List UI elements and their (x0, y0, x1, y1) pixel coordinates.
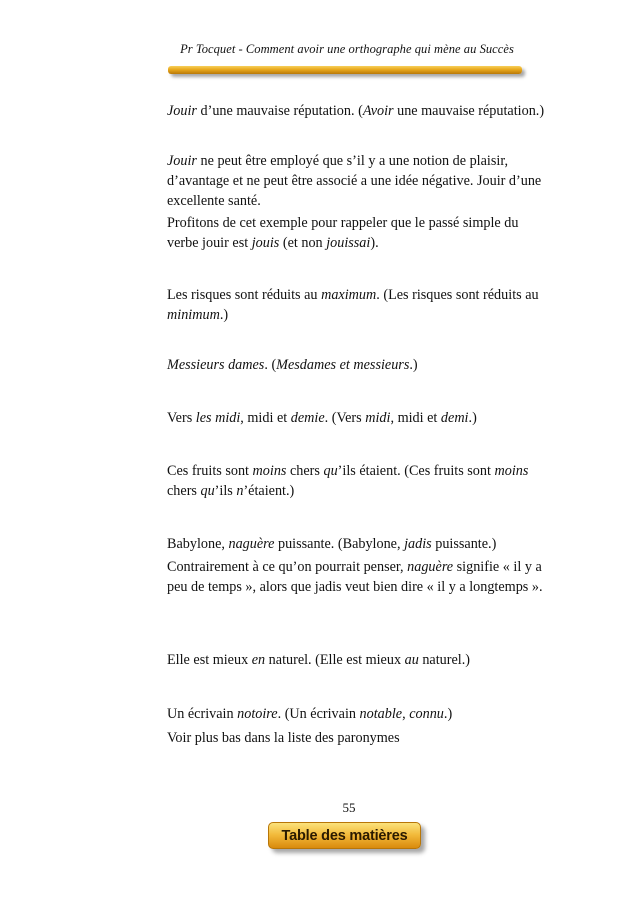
paragraph-paronymes (167, 728, 547, 748)
text-run: . (Les risques sont réduits au (376, 287, 539, 303)
paragraph-naturel (167, 650, 547, 670)
text-run: Babylone, (167, 536, 229, 552)
emphasized-text: Avoir (362, 103, 394, 119)
emphasized-text: moins (494, 463, 529, 479)
emphasized-text: jouissai (326, 235, 371, 251)
table-of-contents-button[interactable] (268, 822, 421, 849)
emphasized-text: naguère (407, 559, 454, 575)
text-run: chers (286, 463, 324, 479)
text-run: . (Vers (324, 410, 366, 426)
emphasized-text: en (251, 652, 266, 668)
text-run: Vers (167, 410, 196, 426)
text-run: signifie « il y a peu de temps », alors que jadis veut bien dire « il y a longtemps ». (167, 559, 543, 595)
text-run: naturel. (Elle est mieux (265, 652, 405, 668)
emphasized-text: jadis (404, 536, 432, 552)
emphasized-text: au (404, 652, 419, 668)
paragraph-midi (167, 408, 547, 428)
emphasized-text: moins (252, 463, 287, 479)
paragraph-naguere-explanation (167, 557, 547, 597)
running-header: Pr Tocquet - Comment avoir une orthographe qui mène au Succès (180, 42, 514, 56)
text-run: ’ils (214, 483, 237, 499)
header-divider (168, 66, 522, 74)
paragraph-jouir-example (167, 101, 547, 121)
text-run: ’étaient.) (243, 483, 295, 499)
text-run: puissante. (Babylone, (274, 536, 405, 552)
text-run: , midi et (390, 410, 441, 426)
text-run: . ( (264, 357, 277, 373)
text-run: Contrairement à ce qu’on pourrait penser, (167, 559, 408, 575)
text-run: .) (219, 307, 229, 323)
text-run: une mauvaise réputation.) (393, 103, 545, 119)
text-run: ’ils étaient. (Ces fruits sont (337, 463, 495, 479)
text-run: naturel.) (418, 652, 470, 668)
emphasized-text: demie (290, 410, 325, 426)
text-run: .) (443, 706, 453, 722)
text-run: Ces fruits sont (167, 463, 253, 479)
emphasized-text: qu (323, 463, 338, 479)
emphasized-text: naguère (228, 536, 275, 552)
text-run: .) (468, 410, 477, 426)
toc-button-label: Table des matières (281, 827, 408, 844)
text-run: .) (409, 357, 418, 373)
paragraph-babylone (167, 534, 547, 554)
text-run: Les risques sont réduits au (167, 287, 322, 303)
emphasized-text: notoire (237, 706, 278, 722)
emphasized-text: connu (409, 706, 444, 722)
text-run: Un écrivain (167, 706, 238, 722)
page-number: 55 (342, 800, 356, 815)
text-run: . (Un écrivain (277, 706, 360, 722)
text-run: , (402, 706, 410, 722)
text-run: d’une mauvaise réputation. ( (196, 103, 363, 119)
emphasized-text: jouis (251, 235, 280, 251)
text-run: puissante.) (431, 536, 497, 552)
text-run: chers (167, 483, 201, 499)
emphasized-text: maximum (321, 287, 377, 303)
paragraph-fruits (167, 461, 547, 501)
text-run: ). (370, 235, 379, 251)
paragraph-ecrivain (167, 704, 547, 724)
emphasized-text: notable (359, 706, 403, 722)
text-run: Voir plus bas dans la liste des paronymes (167, 730, 400, 746)
emphasized-text: n (236, 483, 244, 499)
emphasized-text: les midi (195, 410, 241, 426)
emphasized-text: Messieurs dames (167, 357, 265, 373)
text-run: (et non (279, 235, 327, 251)
emphasized-text: Mesdames et messieurs (276, 357, 410, 373)
paragraph-risques (167, 285, 547, 325)
paragraph-messieurs-dames (167, 355, 547, 375)
paragraph-passe-simple (167, 213, 547, 253)
paragraph-jouir-explanation (167, 151, 547, 211)
emphasized-text: demi (440, 410, 469, 426)
emphasized-text: Jouir (167, 103, 197, 119)
emphasized-text: Jouir (167, 153, 197, 169)
text-run: Elle est mieux (167, 652, 252, 668)
text-run: , midi et (240, 410, 291, 426)
emphasized-text: midi (365, 410, 391, 426)
emphasized-text: minimum (167, 307, 220, 323)
text-run: Profitons de cet exemple pour rappeler que le passé simple du verbe jouir est (167, 215, 519, 251)
emphasized-text: qu (200, 483, 215, 499)
text-run: ne peut être employé que s’il y a une notion de plaisir, d’avantage et ne peut être associé a une idée négative. Jouir d’une excellente santé. (167, 153, 542, 209)
